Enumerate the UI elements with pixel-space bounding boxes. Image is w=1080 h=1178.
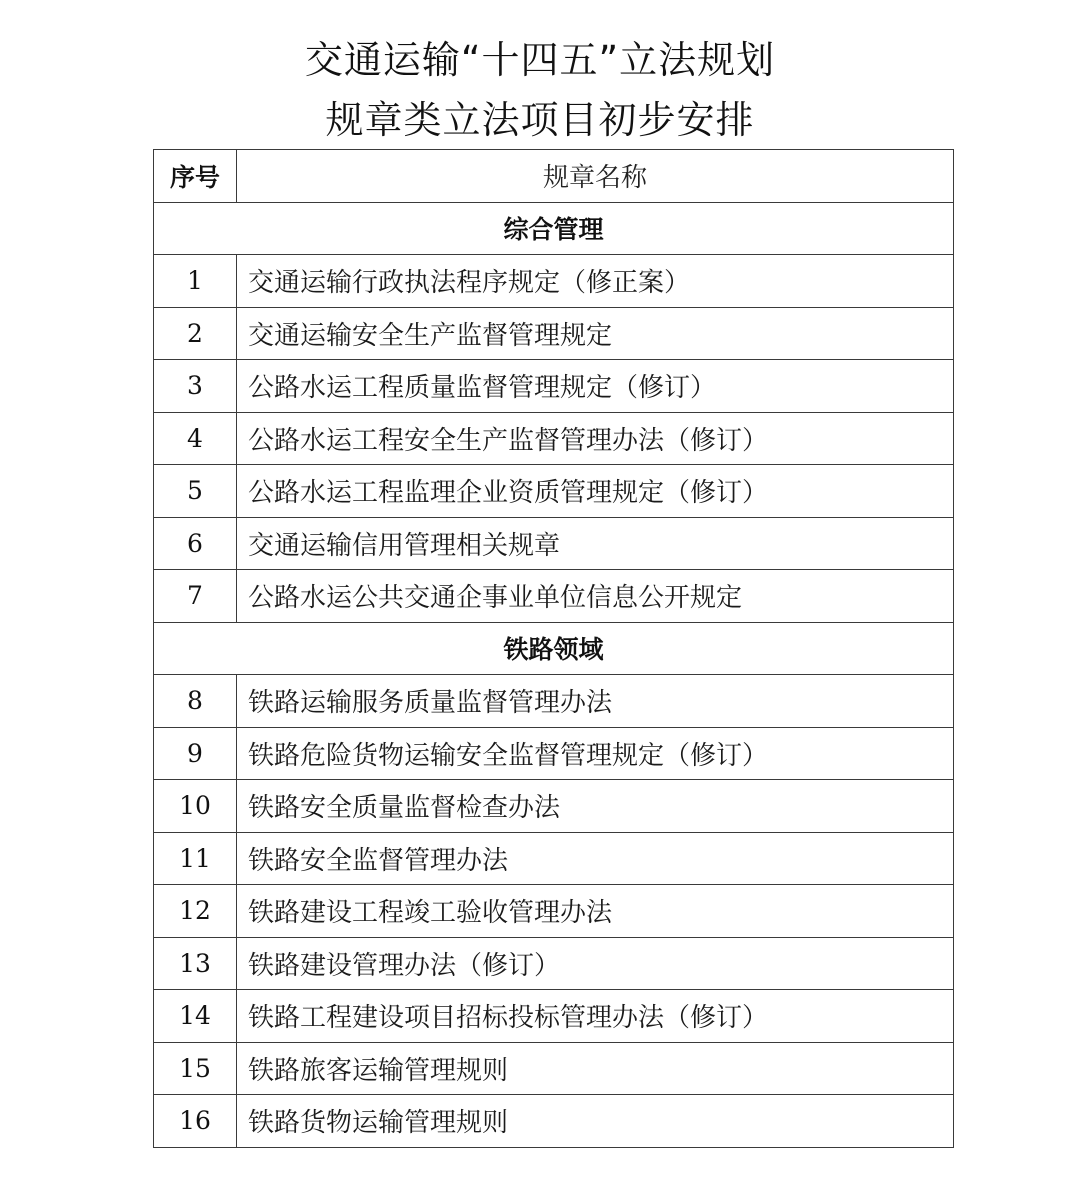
row-number: 4	[154, 412, 237, 465]
row-name: 公路水运工程质量监督管理规定（修订）	[237, 360, 954, 413]
row-name: 铁路安全质量监督检查办法	[237, 780, 954, 833]
table-row	[154, 517, 954, 570]
table-header-row	[154, 150, 954, 203]
table-row	[154, 832, 954, 885]
row-number: 13	[154, 937, 237, 990]
document-title	[0, 30, 1080, 150]
row-number: 6	[154, 517, 237, 570]
row-number: 7	[154, 570, 237, 623]
row-name: 交通运输安全生产监督管理规定	[237, 307, 954, 360]
row-number: 11	[154, 832, 237, 885]
table-row	[154, 675, 954, 728]
row-name: 铁路运输服务质量监督管理办法	[237, 675, 954, 728]
table-row	[154, 727, 954, 780]
row-number: 8	[154, 675, 237, 728]
row-number: 15	[154, 1042, 237, 1095]
row-name: 铁路旅客运输管理规则	[237, 1042, 954, 1095]
table-row	[154, 990, 954, 1043]
table-row	[154, 307, 954, 360]
table-row	[154, 937, 954, 990]
header-number: 序号	[154, 150, 237, 203]
row-number: 9	[154, 727, 237, 780]
title-line-1: 交通运输“十四五”立法规划	[304, 38, 776, 82]
row-number: 3	[154, 360, 237, 413]
table-row	[154, 412, 954, 465]
row-name: 铁路安全监督管理办法	[237, 832, 954, 885]
table-row	[154, 255, 954, 308]
table-row	[154, 360, 954, 413]
table-row	[154, 885, 954, 938]
row-number: 5	[154, 465, 237, 518]
row-name: 公路水运工程监理企业资质管理规定（修订）	[237, 465, 954, 518]
table-row	[154, 1095, 954, 1148]
table-row	[154, 780, 954, 833]
row-name: 铁路建设管理办法（修订）	[237, 937, 954, 990]
row-name: 铁路货物运输管理规则	[237, 1095, 954, 1148]
row-name: 铁路工程建设项目招标投标管理办法（修订）	[237, 990, 954, 1043]
table-row	[154, 465, 954, 518]
section-row	[154, 202, 954, 255]
row-number: 14	[154, 990, 237, 1043]
row-number: 2	[154, 307, 237, 360]
header-name: 规章名称	[237, 150, 954, 203]
section-title-railway: 铁路领域	[154, 622, 954, 675]
title-line-2: 规章类立法项目初步安排	[325, 98, 755, 142]
row-name: 公路水运工程安全生产监督管理办法（修订）	[237, 412, 954, 465]
row-name: 交通运输信用管理相关规章	[237, 517, 954, 570]
row-number: 12	[154, 885, 237, 938]
row-name: 交通运输行政执法程序规定（修正案）	[237, 255, 954, 308]
row-number: 16	[154, 1095, 237, 1148]
row-number: 1	[154, 255, 237, 308]
row-name: 公路水运公共交通企事业单位信息公开规定	[237, 570, 954, 623]
section-row	[154, 622, 954, 675]
section-title-general: 综合管理	[154, 202, 954, 255]
row-name: 铁路危险货物运输安全监督管理规定（修订）	[237, 727, 954, 780]
regulation-table	[153, 149, 954, 1148]
row-name: 铁路建设工程竣工验收管理办法	[237, 885, 954, 938]
table-row	[154, 1042, 954, 1095]
row-number: 10	[154, 780, 237, 833]
table-row	[154, 570, 954, 623]
